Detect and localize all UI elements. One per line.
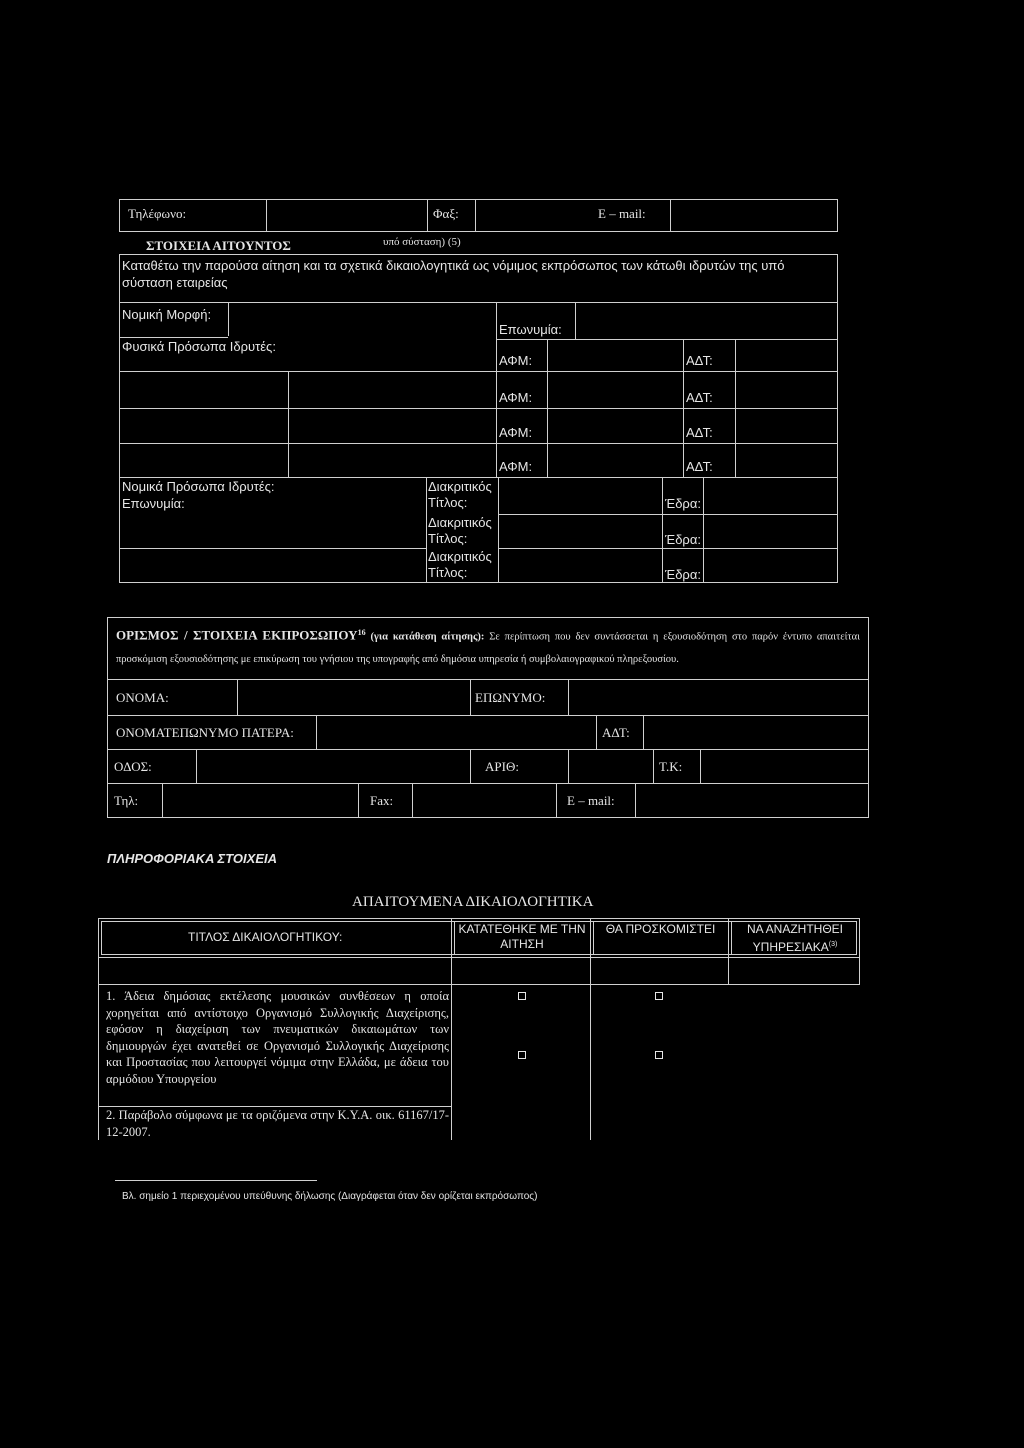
- seat-label-3: Έδρα:: [665, 567, 701, 582]
- col-submitted: ΚΑΤΑΤΕΘΗΚΕ ΜΕ ΤΗΝ ΑΙΤΗΣΗ: [458, 922, 586, 951]
- divider: [108, 783, 868, 785]
- distinctive-title-2: Διακριτικός Τίτλος:: [428, 515, 492, 546]
- representative-heading: ΟΡΙΣΜΟΣ / ΣΤΟΙΧΕΙΑ ΕΚΠΡΟΣΩΠΟΥ: [116, 627, 358, 643]
- divider: [451, 918, 453, 1140]
- divider: [596, 716, 598, 749]
- divider: [547, 339, 549, 477]
- divider: [108, 715, 868, 717]
- rep-email-field[interactable]: [635, 784, 637, 817]
- rep-father-label: ΟΝΟΜΑΤΕΠΩΝΥΜΟ ΠΑΤΕΡΑ:: [116, 725, 294, 740]
- divider: [98, 984, 860, 986]
- footnote: Βλ. σημείο 1 περιεχομένου υπεύθυνης δήλωσης (Διαγράφεται όταν δεν ορίζεται εκπρόσωπος): [122, 1191, 538, 1202]
- email-field[interactable]: [670, 200, 839, 231]
- divider: [120, 371, 838, 373]
- col-search-sup: (3): [828, 941, 838, 948]
- rep-adt-field[interactable]: [643, 716, 645, 749]
- rep-number-label: ΑΡΙΘ:: [485, 759, 519, 774]
- afm-label-4: ΑΦΜ:: [499, 459, 533, 474]
- divider: [108, 749, 868, 751]
- col-will-submit: ΘΑ ΠΡΟΣΚΟΜΙΣΤΕΙ: [605, 922, 716, 936]
- brand-name-label: Επωνυμία:: [499, 322, 562, 337]
- document-item-2: 2. Παράβολο σύμφωνα με τα οριζόμενα στην Κ.Υ.Α. οικ. 61167/17-12-2007.: [106, 1108, 449, 1139]
- divider: [498, 514, 838, 516]
- rep-postal-field[interactable]: [700, 750, 702, 783]
- fax-label: Φαξ:: [433, 206, 459, 221]
- col-search: [732, 922, 858, 955]
- divider: [728, 918, 730, 958]
- email-label: E – mail:: [598, 206, 646, 221]
- divider: [470, 750, 472, 783]
- rep-surname-field[interactable]: [568, 680, 570, 715]
- fax-field[interactable]: [475, 200, 588, 231]
- representative-intro: [116, 622, 860, 671]
- representative-heading-sup: 16: [357, 628, 366, 637]
- applicant-title-suffix: υπό σύσταση) (5): [383, 236, 461, 248]
- document-item-1: 1. Άδεια δημόσιας εκτέλεσης μουσικών συνθέσεων η οποία χορηγείται από αντίστοιχο Οργανισμό Συλλογικής Διαχείρισης, εφόσον η διαχείριση των πνευματικών δικαιωμάτων των δημιουργών έχει ανατεθεί σε Οργανισμό Συλλογικής Διαχείρισης και Προστασίας που λειτουργεί νόμιμα στην Ελλάδα, με άδεια του αρμόδιου Υπουργείου: [106, 989, 449, 1086]
- divider: [496, 339, 498, 477]
- natural-founders-label: Φυσικά Πρόσωπα Ιδρυτές:: [122, 339, 276, 354]
- divider: [120, 548, 426, 550]
- representative-box: [107, 617, 869, 818]
- footnote-rule: [115, 1180, 317, 1182]
- divider: [653, 750, 655, 783]
- rep-postal-label: Τ.Κ:: [659, 759, 683, 774]
- rep-number-field[interactable]: [568, 750, 570, 783]
- divider: [108, 679, 868, 681]
- legal-name-label: Επωνυμία:: [122, 496, 185, 511]
- divider: [470, 680, 472, 715]
- divider: [728, 958, 730, 985]
- divider: [556, 784, 558, 817]
- brand-name-field[interactable]: [575, 303, 577, 339]
- rep-name-label: ΟΝΟΜΑ:: [116, 690, 169, 705]
- legal-form-field[interactable]: [228, 303, 230, 336]
- applicant-statement: Καταθέτω την παρούσα αίτηση και τα σχετικά δικαιολογητικά ως νόμιμος εκπρόσωπος των κάτωθι ιδρυτών της υπό σύσταση εταιρείας: [122, 258, 785, 290]
- legal-founders-label: Νομικά Πρόσωπα Ιδρυτές:: [122, 479, 275, 494]
- divider: [683, 339, 685, 477]
- afm-label-1: ΑΦΜ:: [499, 353, 533, 368]
- divider: [120, 408, 838, 410]
- col-search-text: ΝΑ ΑΝΑΖΗΤΗΘΕΙ ΥΠΗΡΕΣΙΑΚΑ: [746, 922, 844, 954]
- divider: [662, 477, 664, 583]
- applicant-statement-box: [119, 254, 838, 303]
- afm-label-3: ΑΦΜ:: [499, 425, 533, 440]
- divider: [288, 371, 290, 477]
- representative-intro-text: Σε περίπτωση που δεν συντάσσεται η εξουσιοδότηση στο παρόν έντυπο απαιτείται προσκόμιση εξουσιοδότησης με επικύρωση του γνήσιου της υπογραφής από δημόσια υπηρεσία ή συμβολαιογραφικού πληρεξουσίου.: [116, 631, 861, 665]
- divider: [590, 918, 592, 1140]
- afm-label-2: ΑΦΜ:: [499, 390, 533, 405]
- documents-table: [98, 918, 860, 1140]
- contact-row: [119, 199, 838, 232]
- rep-tel-field[interactable]: [162, 784, 164, 817]
- rep-email-label: E – mail:: [567, 793, 615, 808]
- representative-heading-note: (για κατάθεση αίτησης):: [370, 631, 485, 643]
- distinctive-title-1: Διακριτικός Τίτλος:: [428, 479, 492, 510]
- divider: [496, 303, 498, 339]
- divider: [120, 443, 838, 445]
- distinctive-title-3: Διακριτικός Τίτλος:: [428, 549, 492, 580]
- checkbox-submitted-2[interactable]: [518, 1051, 526, 1059]
- legal-form-label: Νομική Μορφή:: [122, 307, 212, 322]
- rep-fax-field[interactable]: [412, 784, 414, 817]
- checkbox-will-submit-2[interactable]: [655, 1051, 663, 1059]
- divider: [498, 548, 838, 550]
- divider: [859, 958, 861, 985]
- documents-heading: ΑΠΑΙΤΟΥΜΕΝΑ ΔΙΚΑΙΟΛΟΓΗΤΙΚΑ: [352, 894, 594, 910]
- seat-label-1: Έδρα:: [665, 496, 701, 511]
- rep-name-field[interactable]: [237, 680, 239, 715]
- checkbox-will-submit-1[interactable]: [655, 992, 663, 1000]
- founders-grid: [119, 303, 838, 583]
- rep-street-field[interactable]: [196, 750, 198, 783]
- rep-fax-label: Fax:: [370, 793, 394, 808]
- phone-label: Τηλέφωνο:: [128, 206, 187, 221]
- divider: [703, 477, 705, 583]
- divider: [735, 339, 737, 477]
- rep-adt-label: ΑΔΤ:: [602, 725, 630, 740]
- seat-label-2: Έδρα:: [665, 532, 701, 547]
- rep-street-label: ΟΔΟΣ:: [114, 759, 152, 774]
- rep-father-field[interactable]: [316, 716, 318, 749]
- rep-tel-label: Τηλ:: [114, 793, 139, 808]
- col-title: ΤΙΤΛΟΣ ΔΙΚΑΙΟΛΟΓΗΤΙΚΟΥ:: [188, 930, 343, 944]
- adt-label-1: ΑΔΤ:: [686, 353, 713, 368]
- legal-form-underline: [120, 336, 228, 338]
- divider: [358, 784, 360, 817]
- adt-label-2: ΑΔΤ:: [686, 390, 713, 405]
- adt-label-3: ΑΔΤ:: [686, 425, 713, 440]
- phone-field[interactable]: [266, 200, 427, 231]
- rep-surname-label: ΕΠΩΝΥΜΟ:: [475, 690, 546, 705]
- adt-label-4: ΑΔΤ:: [686, 459, 713, 474]
- divider: [498, 477, 500, 583]
- applicant-title: ΣΤΟΙΧΕΙΑ ΑΙΤΟΥΝΤΟΣ: [146, 238, 291, 253]
- checkbox-submitted-1[interactable]: [518, 992, 526, 1000]
- info-heading: ΠΛΗΡΟΦΟΡΙΑΚΑ ΣΤΟΙΧΕΙΑ: [107, 851, 277, 866]
